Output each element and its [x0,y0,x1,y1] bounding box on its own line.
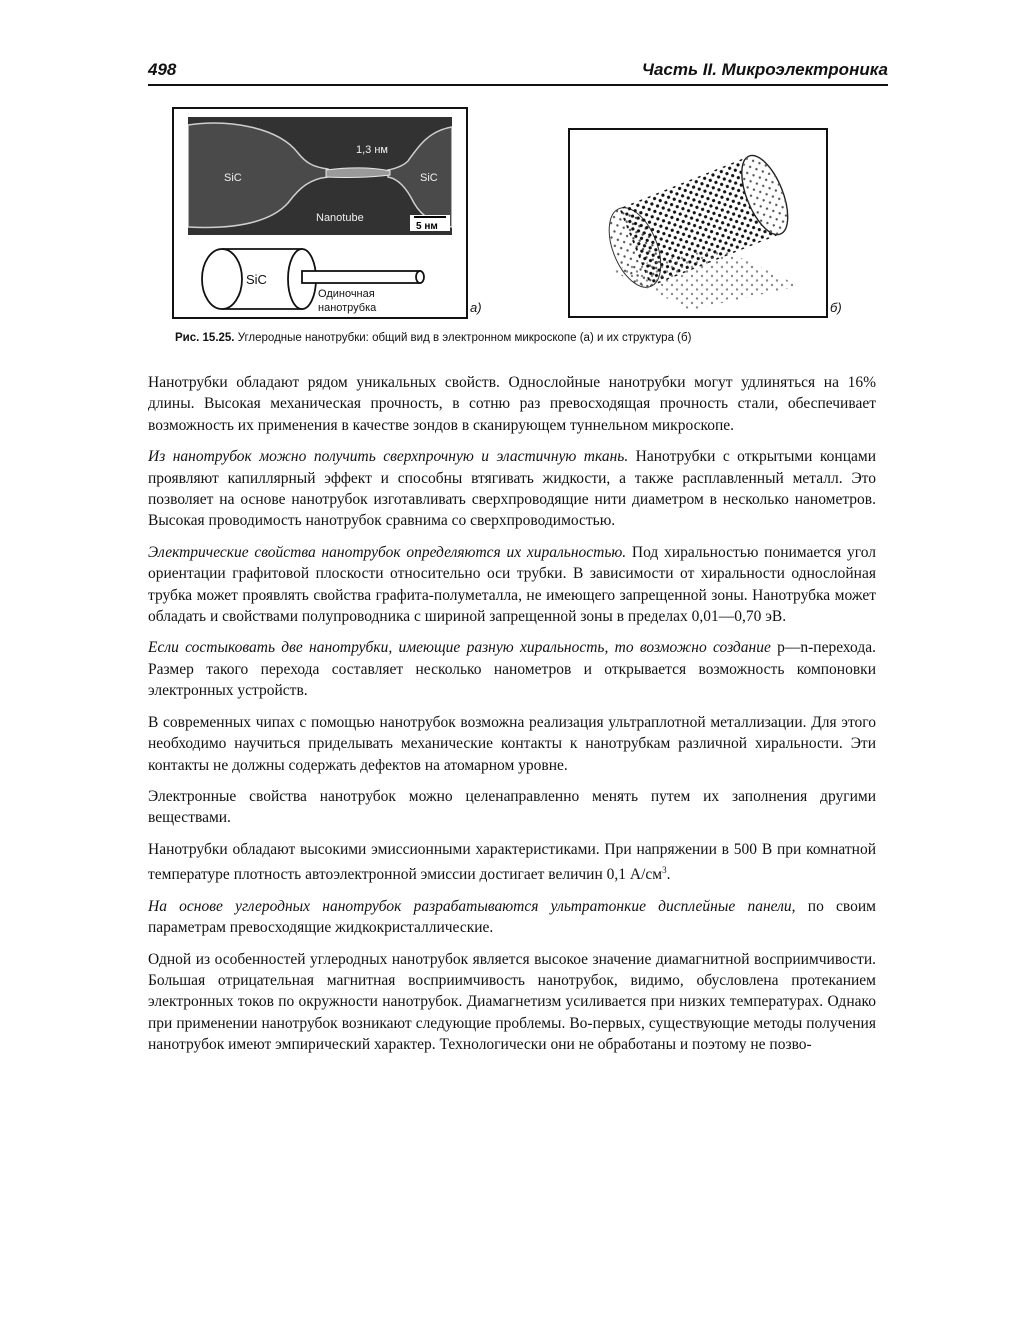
sic-right-label: SiC [420,172,438,184]
paragraph-7-end: . [666,866,671,884]
paragraph-8-italic: На основе углеродных нанотрубок разрабатываются ультратонкие дисплейные панели, [148,897,796,915]
width-label: 1,3 нм [356,144,388,156]
single-tube-label-1: Одиночная [318,288,375,300]
paragraph-2-italic: Из нанотрубок можно получить сверхпрочную и эластичную ткань. [148,448,629,466]
paragraph-7 [148,839,876,886]
paragraph-7-superscript: 3 [662,865,667,876]
nanotube-structure [570,130,826,316]
nanotube-label: Nanotube [316,212,364,224]
paragraph-4 [148,637,876,701]
page-header [148,58,888,86]
paragraph-2-text: Нанотрубки с открытыми концами проявляют капиллярный эффект и способны втягивать жидкости, а также расплавленный металл. Это позволяет на основе нанотрубок изготавливать сверхпроводящие нити диаметром в несколько нанометров. Высокая проводимость нанотрубок сравнима со сверхпроводимостью. [148,448,877,530]
paragraph-6: Электронные свойства нанотрубок можно целенаправленно менять путем их заполнения другими веществами. [148,787,876,827]
panel-label-a: а) [470,300,482,315]
caption-number: Рис. 15.25. [175,332,235,344]
scale-label: 5 нм [416,221,438,232]
paragraph-5: В современных чипах с помощью нанотрубок возможна реализация ультраплотной металлизации. Для этого необходимо научиться приделывать механические контакты к нанотрубкам различной хиральности. Эти контакты не должны содержать дефектов на атомарном уровне. [148,713,876,774]
body-text [148,372,876,1066]
single-tube-label-2: нанотрубка [318,302,377,314]
figure-b [568,128,828,318]
paragraph-8 [148,896,876,939]
page-number: 498 [148,60,177,79]
paragraph-2 [148,446,876,532]
paragraph-3-italic: Электрические свойства нанотрубок определяются их хиральностью. [148,543,627,561]
paragraph-4-text: p—n-перехода. Размер такого перехода составляет несколько нанометров и открывается возможность компоновки электронных устройств. [148,639,876,700]
figure-caption [175,332,875,344]
figure-a [172,107,468,319]
paragraph-7-text: Нанотрубки обладают высокими эмиссионными характеристиками. При напряжении в 500 В при комнатной температуре плотность автоэлектронной эмиссии достигает величин 0,1 А/см [148,840,876,884]
caption-text: Углеродные нанотрубки: общий вид в электронном микроскопе (а) и их структура (б) [234,332,692,344]
sic-left-label: SiC [224,172,242,184]
panel-label-b: б) [830,300,842,315]
paragraph-8-text: по своим параметрам превосходящие жидкокристаллические. [148,897,876,937]
paragraph-1: Нанотрубки обладают рядом уникальных свойств. Однослойные нанотрубки могут удлиняться на 16% длины. Высокая механическая прочность, в сотню раз превосходящая прочность стали, обеспечивает возможность их применения в качестве зондов в сканирующем туннельном микроскопе. [148,374,876,434]
paragraph-9: Одной из особенностей углеродных нанотрубок является высокое значение диамагнитной восприимчивости. Большая отрицательная магнитная восприимчивость нанотрубок, видимо, обусловлена протеканием электронных токов по окружности нанотрубок. Диамагнетизм усиливается при низких температурах. Однако при применении нанотрубок возникают следующие проблемы. Во-первых, существующие методы получения нанотрубок имеют эмпирический характер. Технологически они не обработаны и поэтому не позво- [148,950,876,1054]
diagram-sic-label: SiC [246,272,267,287]
paragraph-3-text: Под хиральностью понимается угол ориентации графитовой плоскости относительно оси трубки. В зависимости от хиральности однослойная трубка может проявлять свойства графита-полуметалла, не имеющего запрещенной зоны. Нанотрубка может обладать и свойствами полупроводника с шириной запрещенной зоны в пределах 0,01—0,70 эВ. [148,543,876,626]
paragraph-3 [148,542,876,628]
running-head: Часть II. Микроэлектроника [641,60,888,79]
nanotube-diagram [194,239,444,315]
electron-micrograph [188,117,452,235]
paragraph-4-italic: Если состыковать две нанотрубки, имеющие разную хиральность, то возможно создание [148,639,771,657]
